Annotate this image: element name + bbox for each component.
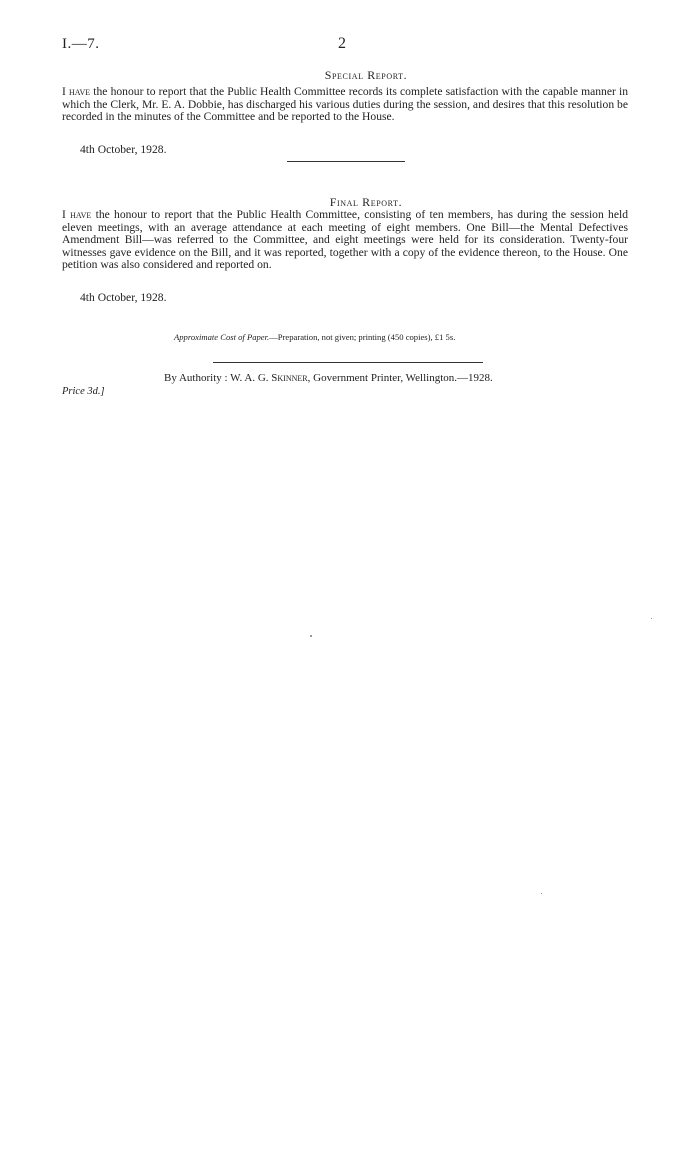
special-report-body: the honour to report that the Public Health Committee records its complete satisfaction with the capable manner in which the Clerk, Mr. E. A. Dobbie, has discharged his various duties during the session, and desires that this resolution be recorded in the minutes of the Committee and be reported to the House. (62, 85, 628, 124)
authority-prefix: By Authority : W. A. G. (164, 372, 272, 384)
cost-of-paper-note (174, 332, 455, 342)
footer-divider (213, 362, 483, 363)
printer-name: Skinner (271, 372, 308, 384)
authority-suffix: , Government Printer, Wellington.—1928. (307, 372, 493, 384)
special-report-paragraph (62, 86, 628, 124)
printer-authority-line (164, 372, 493, 384)
cost-text: —Preparation, not given; printing (450 copies), £1 5s. (269, 332, 456, 342)
final-report-paragraph (62, 209, 628, 272)
document-reference: I.—7. (62, 36, 100, 52)
scan-speck (651, 618, 652, 619)
page-number: 2 (338, 35, 346, 52)
final-report-body: the honour to report that the Public Health Committee, consisting of ten members, has during the session held eleven meetings, with an average attendance at each meeting of eight members. One Bill—the Mental Defectives Amendment Bill—was referred to the Committee, and eight meetings were held for its consideration. Twenty-four witnesses gave evidence on the Bill, and it was reported, together with a copy of the evidence thereon, to the House. One petition was also considered and reported on. (62, 208, 628, 272)
section-divider (287, 161, 405, 162)
final-report-heading: Final Report. (329, 195, 403, 209)
scan-speck (310, 635, 312, 637)
final-report-lead: I have (62, 208, 92, 221)
final-report-date: 4th October, 1928. (80, 291, 167, 304)
special-report-lead: I have (62, 85, 91, 98)
cost-label: Approximate Cost of Paper. (174, 332, 270, 342)
scan-speck (541, 893, 542, 894)
special-report-heading: Special Report. (324, 68, 408, 82)
price-note: Price 3d.] (62, 386, 105, 397)
special-report-date: 4th October, 1928. (80, 143, 167, 156)
